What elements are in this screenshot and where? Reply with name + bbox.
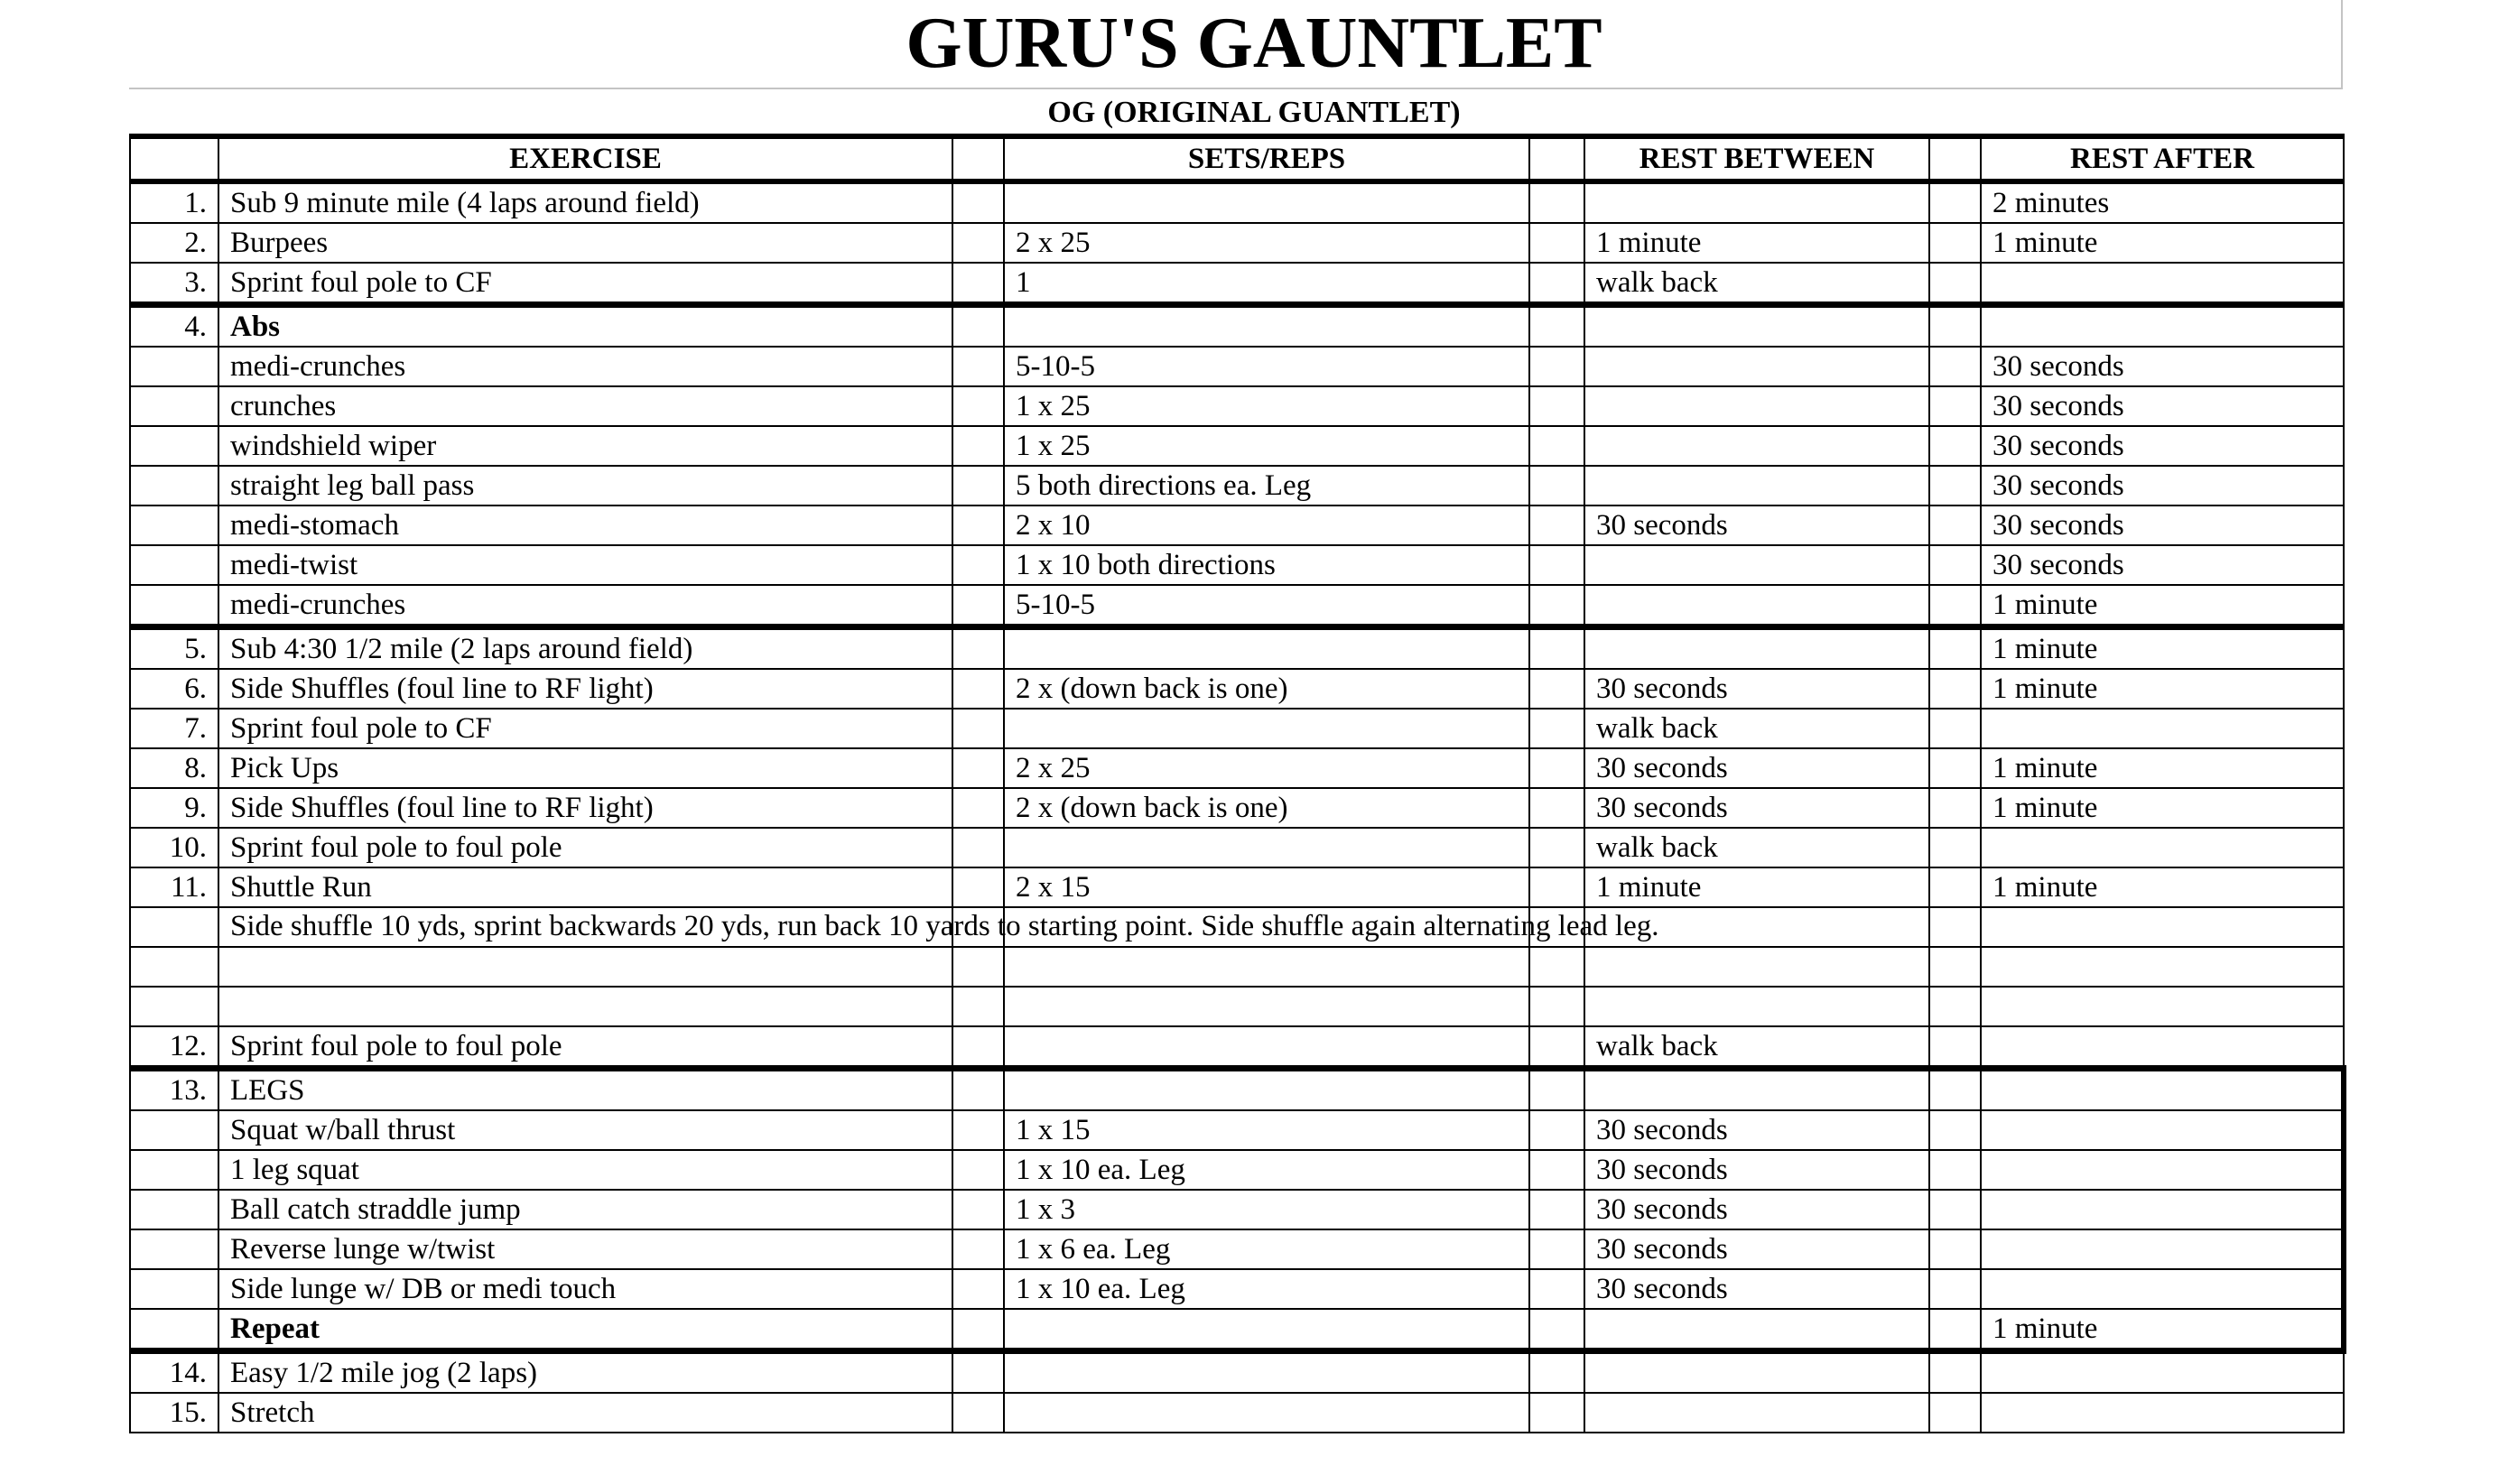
- header-exercise: EXERCISE: [218, 136, 952, 181]
- spacer-cell: [952, 1069, 1004, 1111]
- row-number: 8.: [130, 748, 218, 788]
- spacer-cell: [952, 426, 1004, 466]
- spacer-cell: [952, 1110, 1004, 1150]
- spacer-cell: [952, 709, 1004, 748]
- rest-between-cell: [1584, 426, 1929, 466]
- shuttle-run-note: Side shuffle 10 yds, sprint backwards 20 yds, run back 10 yards to starting point. Side shuffle again alternating lead leg.: [230, 910, 1659, 942]
- spacer-cell: [1529, 748, 1584, 788]
- sets-reps-cell: [1004, 181, 1529, 223]
- row-number: 11.: [130, 867, 218, 907]
- exercise-cell: medi-crunches: [218, 585, 952, 627]
- table-row: [130, 585, 2344, 627]
- rest-after-cell: [1981, 1229, 2344, 1269]
- exercise-cell: medi-stomach: [218, 505, 952, 545]
- rest-between-cell: [1584, 1069, 1929, 1111]
- spacer-cell: [1929, 1150, 1981, 1190]
- exercise-cell: Sub 9 minute mile (4 laps around field): [218, 181, 952, 223]
- rest-between-cell: 30 seconds: [1584, 1190, 1929, 1229]
- row-number: [130, 426, 218, 466]
- table-row: [130, 347, 2344, 386]
- spacer-cell: [952, 585, 1004, 627]
- spacer-cell: [1929, 181, 1981, 223]
- exercise-cell: crunches: [218, 386, 952, 426]
- header-spacer: [1529, 136, 1584, 181]
- rest-after-cell: [1981, 1393, 2344, 1433]
- table-row: [130, 1069, 2344, 1111]
- spacer-cell: [1929, 1229, 1981, 1269]
- spacer-cell: [1529, 181, 1584, 223]
- table-row: [130, 426, 2344, 466]
- spacer-cell: [1529, 585, 1584, 627]
- exercise-cell: Side lunge w/ DB or medi touch: [218, 1269, 952, 1309]
- spacer-cell: [1529, 263, 1584, 305]
- row-number: 10.: [130, 828, 218, 867]
- spacer-cell: [952, 867, 1004, 907]
- sets-reps-cell: 2 x (down back is one): [1004, 788, 1529, 828]
- rest-after-cell: 30 seconds: [1981, 347, 2344, 386]
- rest-between-cell: 30 seconds: [1584, 505, 1929, 545]
- rest-after-cell: 1 minute: [1981, 788, 2344, 828]
- rest-after-cell: [1981, 828, 2344, 867]
- sets-reps-cell: [1004, 828, 1529, 867]
- spacer-cell: [1529, 1309, 1584, 1351]
- spacer-cell: [1929, 1069, 1981, 1111]
- rest-between-cell: [1584, 1393, 1929, 1433]
- table-row: [130, 1026, 2344, 1069]
- spacer-cell: [1929, 505, 1981, 545]
- spacer-cell: [1929, 1309, 1981, 1351]
- rest-between-cell: 1 minute: [1584, 223, 1929, 263]
- spacer-cell: [1929, 1351, 1981, 1394]
- spacer-cell: [952, 788, 1004, 828]
- exercise-cell: Abs: [218, 305, 952, 348]
- header-row: [130, 136, 2344, 181]
- table-row: [130, 947, 2344, 987]
- spacer-cell: [1529, 627, 1584, 670]
- spacer-cell: [1929, 1269, 1981, 1309]
- rest-after-cell: 30 seconds: [1981, 505, 2344, 545]
- spacer-cell: [1529, 386, 1584, 426]
- spacer-cell: [1529, 545, 1584, 585]
- spacer-cell: [1529, 505, 1584, 545]
- spacer-cell: [1529, 987, 1584, 1026]
- table-row: [130, 223, 2344, 263]
- exercise-cell: Reverse lunge w/twist: [218, 1229, 952, 1269]
- sets-reps-cell: [1004, 1069, 1529, 1111]
- rest-after-cell: 1 minute: [1981, 867, 2344, 907]
- exercise-cell: straight leg ball pass: [218, 466, 952, 505]
- header-spacer: [1929, 136, 1981, 181]
- spacer-cell: [1929, 585, 1981, 627]
- rest-after-cell: [1981, 1026, 2344, 1069]
- row-number: [130, 907, 218, 947]
- spacer-cell: [952, 1269, 1004, 1309]
- rest-after-cell: [1981, 1069, 2344, 1111]
- sets-reps-cell: 2 x 25: [1004, 223, 1529, 263]
- spacer-cell: [952, 1309, 1004, 1351]
- table-row: [130, 627, 2344, 670]
- row-number: [130, 505, 218, 545]
- spacer-cell: [1929, 748, 1981, 788]
- exercise-cell: Sub 4:30 1/2 mile (2 laps around field): [218, 627, 952, 670]
- spacer-cell: [952, 669, 1004, 709]
- spacer-cell: [952, 181, 1004, 223]
- exercise-cell: Side Shuffles (foul line to RF light): [218, 669, 952, 709]
- rest-after-cell: 30 seconds: [1981, 466, 2344, 505]
- spacer-cell: [952, 1229, 1004, 1269]
- rest-between-cell: 1 minute: [1584, 867, 1929, 907]
- spacer-cell: [952, 545, 1004, 585]
- row-number: 7.: [130, 709, 218, 748]
- rest-after-cell: [1981, 1269, 2344, 1309]
- exercise-cell: Sprint foul pole to foul pole: [218, 828, 952, 867]
- spacer-cell: [952, 223, 1004, 263]
- rest-between-cell: [1584, 181, 1929, 223]
- exercise-cell: windshield wiper: [218, 426, 952, 466]
- spacer-cell: [1929, 1190, 1981, 1229]
- header-spacer: [952, 136, 1004, 181]
- sets-reps-cell: [1004, 947, 1529, 987]
- spacer-cell: [952, 748, 1004, 788]
- rest-between-cell: 30 seconds: [1584, 788, 1929, 828]
- spacer-cell: [1529, 347, 1584, 386]
- row-number: [130, 585, 218, 627]
- rest-after-cell: 2 minutes: [1981, 181, 2344, 223]
- table-row: [130, 1309, 2344, 1351]
- spacer-cell: [1929, 426, 1981, 466]
- exercise-cell: Sprint foul pole to CF: [218, 263, 952, 305]
- spacer-cell: [1929, 386, 1981, 426]
- rest-after-cell: [1981, 263, 2344, 305]
- spacer-cell: [1929, 347, 1981, 386]
- spacer-cell: [1929, 263, 1981, 305]
- table-row: [130, 1351, 2344, 1394]
- table-row: [130, 1110, 2344, 1150]
- rest-between-cell: [1584, 545, 1929, 585]
- spacer-cell: [1529, 1190, 1584, 1229]
- row-number: [130, 545, 218, 585]
- sets-reps-cell: 1 x 10 both directions: [1004, 545, 1529, 585]
- exercise-cell: Side Shuffles (foul line to RF light): [218, 788, 952, 828]
- table-row: [130, 867, 2344, 907]
- spacer-cell: [952, 1150, 1004, 1190]
- spacer-cell: [1529, 223, 1584, 263]
- rest-between-cell: walk back: [1584, 828, 1929, 867]
- spacer-cell: [1529, 1150, 1584, 1190]
- page-title: GURU'S GAUNTLET: [906, 4, 1602, 83]
- rest-between-cell: [1584, 947, 1929, 987]
- row-number: [130, 347, 218, 386]
- rest-between-cell: 30 seconds: [1584, 1110, 1929, 1150]
- table-row: [130, 1269, 2344, 1309]
- spacer-cell: [952, 1026, 1004, 1069]
- spacer-cell: [952, 505, 1004, 545]
- spacer-cell: [952, 1190, 1004, 1229]
- exercise-cell: 1 leg squat: [218, 1150, 952, 1190]
- exercise-cell: Repeat: [218, 1309, 952, 1351]
- spacer-cell: [1929, 1110, 1981, 1150]
- sets-reps-cell: 2 x 10: [1004, 505, 1529, 545]
- spacer-cell: [952, 828, 1004, 867]
- table-row: [130, 181, 2344, 223]
- sets-reps-cell: 1 x 3: [1004, 1190, 1529, 1229]
- spacer-cell: [1929, 907, 1981, 947]
- exercise-cell: medi-twist: [218, 545, 952, 585]
- exercise-cell: Ball catch straddle jump: [218, 1190, 952, 1229]
- table-row: [130, 466, 2344, 505]
- spacer-cell: [952, 1393, 1004, 1433]
- row-number: [130, 987, 218, 1026]
- row-number: [130, 1150, 218, 1190]
- exercise-cell: Sprint foul pole to CF: [218, 709, 952, 748]
- exercise-cell: medi-crunches: [218, 347, 952, 386]
- table-row: [130, 748, 2344, 788]
- sets-reps-cell: [1004, 709, 1529, 748]
- exercise-cell: Sprint foul pole to foul pole: [218, 1026, 952, 1069]
- sets-reps-cell: [1004, 1351, 1529, 1394]
- spacer-cell: [1929, 987, 1981, 1026]
- row-number: [130, 1269, 218, 1309]
- rest-between-cell: [1584, 386, 1929, 426]
- spacer-cell: [952, 263, 1004, 305]
- spacer-cell: [1529, 669, 1584, 709]
- rest-after-cell: 1 minute: [1981, 585, 2344, 627]
- spacer-cell: [1529, 1269, 1584, 1309]
- table-row: [130, 545, 2344, 585]
- row-number: [130, 1110, 218, 1150]
- row-number: [130, 466, 218, 505]
- row-number: [130, 1309, 218, 1351]
- spacer-cell: [1929, 1026, 1981, 1069]
- spacer-cell: [1529, 867, 1584, 907]
- spacer-cell: [952, 947, 1004, 987]
- rest-between-cell: [1584, 987, 1929, 1026]
- rest-after-cell: [1981, 1110, 2344, 1150]
- rest-after-cell: 1 minute: [1981, 223, 2344, 263]
- sets-reps-cell: 5-10-5: [1004, 585, 1529, 627]
- sets-reps-cell: [1004, 1026, 1529, 1069]
- spacer-cell: [1529, 947, 1584, 987]
- spacer-cell: [1929, 709, 1981, 748]
- rest-after-cell: 30 seconds: [1981, 426, 2344, 466]
- exercise-cell: LEGS: [218, 1069, 952, 1111]
- exercise-cell: Burpees: [218, 223, 952, 263]
- spacer-cell: [1929, 305, 1981, 348]
- sets-reps-cell: 2 x (down back is one): [1004, 669, 1529, 709]
- sets-reps-cell: 1 x 10 ea. Leg: [1004, 1269, 1529, 1309]
- spacer-cell: [1929, 867, 1981, 907]
- spacer-cell: [1929, 788, 1981, 828]
- rest-between-cell: [1584, 305, 1929, 348]
- row-number: 4.: [130, 305, 218, 348]
- table-row: [130, 1229, 2344, 1269]
- sets-reps-cell: 1: [1004, 263, 1529, 305]
- spacer-cell: [952, 627, 1004, 670]
- spacer-cell: [952, 466, 1004, 505]
- rest-after-cell: [1981, 1150, 2344, 1190]
- table-row: [130, 263, 2344, 305]
- rest-after-cell: 1 minute: [1981, 1309, 2344, 1351]
- row-number: 12.: [130, 1026, 218, 1069]
- spacer-cell: [1929, 947, 1981, 987]
- spacer-cell: [952, 305, 1004, 348]
- table-row: [130, 828, 2344, 867]
- rest-between-cell: walk back: [1584, 263, 1929, 305]
- rest-after-cell: 1 minute: [1981, 748, 2344, 788]
- exercise-cell: Pick Ups: [218, 748, 952, 788]
- table-row: [130, 709, 2344, 748]
- spacer-cell: [952, 386, 1004, 426]
- row-number: [130, 386, 218, 426]
- sets-reps-cell: 1 x 6 ea. Leg: [1004, 1229, 1529, 1269]
- spacer-cell: [1529, 305, 1584, 348]
- spacer-cell: [1529, 1110, 1584, 1150]
- row-number: [130, 1229, 218, 1269]
- sets-reps-cell: 1 x 25: [1004, 426, 1529, 466]
- row-number: [130, 947, 218, 987]
- page-subtitle: OG (ORIGINAL GUANTLET): [1047, 96, 1461, 129]
- table-row: [130, 1190, 2344, 1229]
- sets-reps-cell: 1 x 10 ea. Leg: [1004, 1150, 1529, 1190]
- row-number: 5.: [130, 627, 218, 670]
- exercise-cell: Stretch: [218, 1393, 952, 1433]
- title-divider: [129, 88, 2343, 89]
- spacer-cell: [1929, 223, 1981, 263]
- spacer-cell: [1929, 466, 1981, 505]
- spacer-cell: [1529, 1393, 1584, 1433]
- exercise-cell: Easy 1/2 mile jog (2 laps): [218, 1351, 952, 1394]
- sets-reps-cell: 2 x 15: [1004, 867, 1529, 907]
- row-number: 9.: [130, 788, 218, 828]
- rest-between-cell: [1584, 1351, 1929, 1394]
- spacer-cell: [1529, 1069, 1584, 1111]
- row-number: 1.: [130, 181, 218, 223]
- header-rest-after: REST AFTER: [1981, 136, 2344, 181]
- rest-between-cell: 30 seconds: [1584, 669, 1929, 709]
- rest-between-cell: [1584, 627, 1929, 670]
- table-row: [130, 505, 2344, 545]
- sets-reps-cell: 1 x 15: [1004, 1110, 1529, 1150]
- title-side-border: [2341, 0, 2343, 89]
- spacer-cell: [1529, 709, 1584, 748]
- exercise-cell: Shuttle Run: [218, 867, 952, 907]
- sets-reps-cell: [1004, 1393, 1529, 1433]
- rest-between-cell: [1584, 466, 1929, 505]
- spacer-cell: [1929, 828, 1981, 867]
- row-number: 3.: [130, 263, 218, 305]
- spacer-cell: [1929, 627, 1981, 670]
- exercise-cell: [218, 907, 1659, 947]
- spacer-cell: [1529, 426, 1584, 466]
- rest-between-cell: [1584, 347, 1929, 386]
- rest-between-cell: walk back: [1584, 709, 1929, 748]
- header-sets-reps: SETS/REPS: [1004, 136, 1529, 181]
- sets-reps-cell: 2 x 25: [1004, 748, 1529, 788]
- table-row: [130, 669, 2344, 709]
- rest-after-cell: [1981, 709, 2344, 748]
- table-row: [130, 788, 2344, 828]
- sets-reps-cell: 5-10-5: [1004, 347, 1529, 386]
- sets-reps-cell: [1004, 1309, 1529, 1351]
- rest-after-cell: [1981, 1351, 2344, 1394]
- rest-after-cell: 30 seconds: [1981, 386, 2344, 426]
- rest-after-cell: [1981, 987, 2344, 1026]
- row-number: 2.: [130, 223, 218, 263]
- exercise-cell: Squat w/ball thrust: [218, 1110, 952, 1150]
- rest-after-cell: [1981, 305, 2344, 348]
- spacer-cell: [1929, 1393, 1981, 1433]
- sets-reps-cell: 5 both directions ea. Leg: [1004, 466, 1529, 505]
- rest-between-cell: 30 seconds: [1584, 1269, 1929, 1309]
- rest-between-cell: 30 seconds: [1584, 1150, 1929, 1190]
- rest-after-cell: [1981, 907, 2344, 947]
- rest-after-cell: [1981, 947, 2344, 987]
- sets-reps-cell: 1 x 25: [1004, 386, 1529, 426]
- exercise-cell: [218, 987, 952, 1026]
- row-number: 6.: [130, 669, 218, 709]
- spacer-cell: [1929, 545, 1981, 585]
- table-row: [130, 987, 2344, 1026]
- rest-between-cell: [1584, 1309, 1929, 1351]
- workout-table: [129, 134, 2346, 1433]
- header-rest-between: REST BETWEEN: [1584, 136, 1929, 181]
- spacer-cell: [952, 347, 1004, 386]
- rest-between-cell: 30 seconds: [1584, 1229, 1929, 1269]
- spacer-cell: [952, 1351, 1004, 1394]
- spacer-cell: [1529, 828, 1584, 867]
- row-number: [130, 1190, 218, 1229]
- exercise-cell: [218, 947, 952, 987]
- sets-reps-cell: [1004, 627, 1529, 670]
- spacer-cell: [952, 987, 1004, 1026]
- table-row: [130, 907, 2344, 947]
- table-row: [130, 305, 2344, 348]
- row-number: 13.: [130, 1069, 218, 1111]
- rest-between-cell: walk back: [1584, 1026, 1929, 1069]
- sets-reps-cell: [1004, 987, 1529, 1026]
- spacer-cell: [1529, 788, 1584, 828]
- sets-reps-cell: [1004, 305, 1529, 348]
- table-row: [130, 1393, 2344, 1433]
- rest-after-cell: 30 seconds: [1981, 545, 2344, 585]
- row-number: 15.: [130, 1393, 218, 1433]
- row-number: 14.: [130, 1351, 218, 1394]
- spacer-cell: [1529, 1229, 1584, 1269]
- spacer-cell: [1529, 1351, 1584, 1394]
- table-row: [130, 386, 2344, 426]
- spacer-cell: [1529, 466, 1584, 505]
- rest-between-cell: [1584, 585, 1929, 627]
- rest-between-cell: 30 seconds: [1584, 748, 1929, 788]
- header-number: [130, 136, 218, 181]
- rest-after-cell: 1 minute: [1981, 627, 2344, 670]
- rest-after-cell: 1 minute: [1981, 669, 2344, 709]
- spacer-cell: [1929, 669, 1981, 709]
- rest-after-cell: [1981, 1190, 2344, 1229]
- table-row: [130, 1150, 2344, 1190]
- spacer-cell: [1529, 1026, 1584, 1069]
